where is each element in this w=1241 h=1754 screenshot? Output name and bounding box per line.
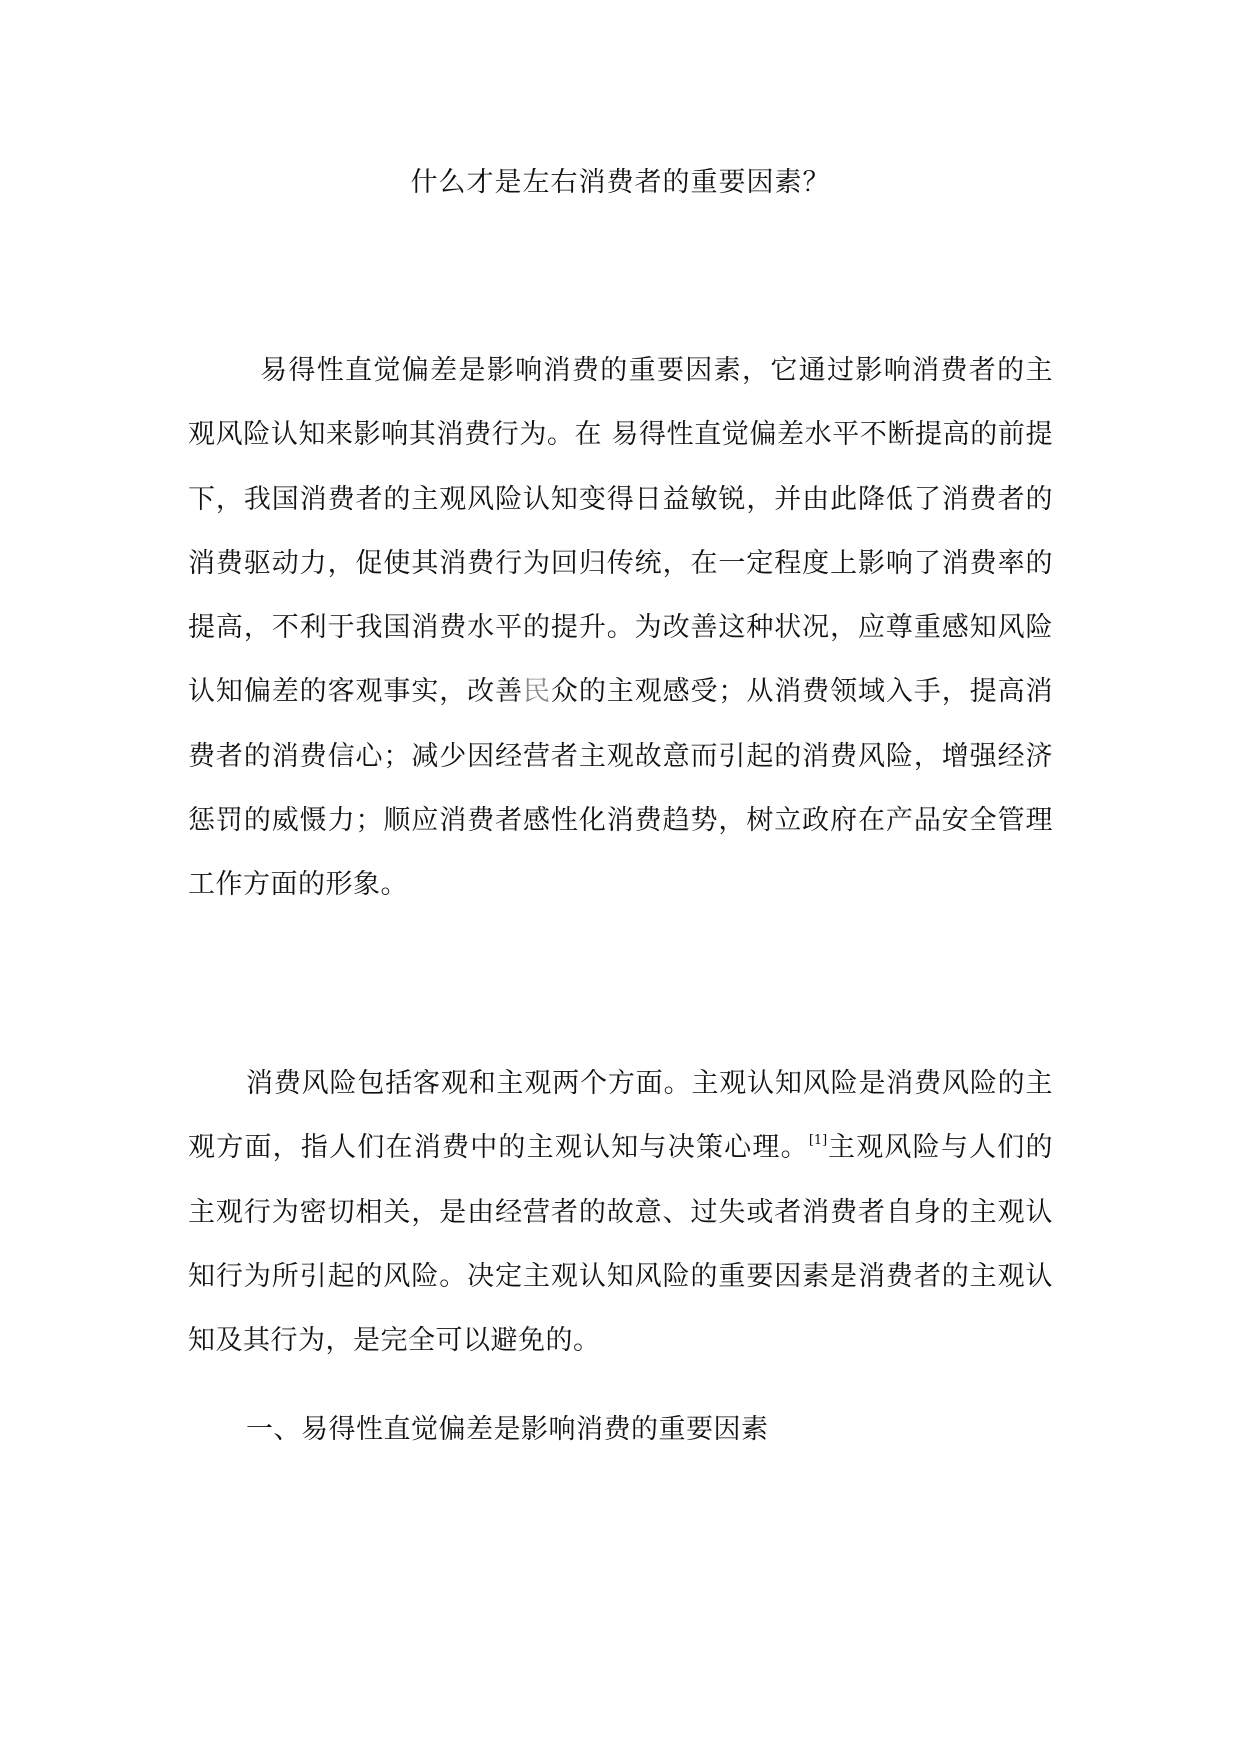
citation-marker[interactable]: [1] xyxy=(808,1133,828,1149)
paragraph-2 xyxy=(188,1052,1053,1373)
paragraph-1-gray-char: 民 xyxy=(523,676,551,708)
paragraph-1 xyxy=(188,339,1053,918)
paragraph-2-text-b: 主观风险与人们的主观行为密切相关，是由经营者的故意、过失或者消费者自身的主观认知行为所引起的风险。决定主观认知风险的重要因素是消费者的主观认知及其行为，是完全可以避免的。 xyxy=(188,1132,1054,1357)
paragraph-1-text-b: 众的主观感受；从消费领域入手，提高消费者的消费信心；减少因经营者主观故意而引起的消费风险，增强经济惩罚的威慑力；顺应消费者感性化消费趋势，树立政府在产品安全管理工作方面的形象。 xyxy=(188,676,1054,901)
paragraph-1-text-a: 易得性直觉偏差是影响消费的重要因素，它通过影响消费者的主观风险认知来影响其消费行为。在 易得性直觉偏差水平不断提高的前提下，我国消费者的主观风险认知变得日益敏锐，并由此降低了消费者的消费驱动力，促使其消费行为回归传统，在一定程度上影响了消费率的提高，不利于我国消费水平的提升。为改善这种状况，应尊重感知风险认知偏差的客观事实，改善 xyxy=(188,355,1053,708)
document-title: 什么才是左右消费者的重要因素？ xyxy=(410,167,831,198)
paragraph-2-text-a: 消费风险包括客观和主观两个方面。主观认知风险是消费风险的主观方面，指人们在消费中的主观认知与决策心理。 xyxy=(188,1068,1053,1164)
section-heading: 一、易得性直觉偏差是影响消费的重要因素 xyxy=(246,1414,769,1445)
